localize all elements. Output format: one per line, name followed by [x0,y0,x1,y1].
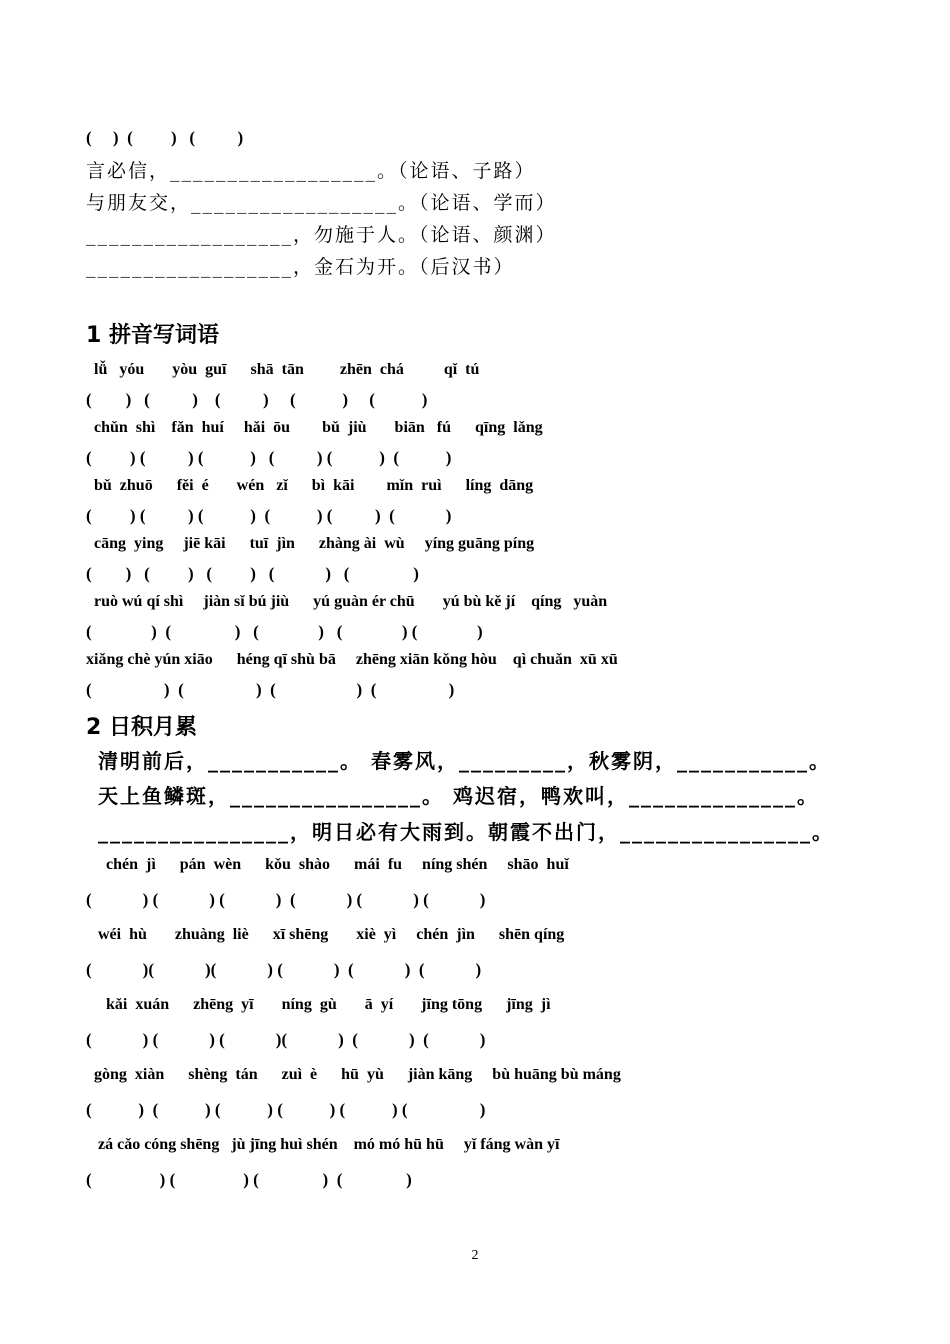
section2-title: 2 日积月累 [86,715,197,740]
quote-line-2: 与朋友交，__________________。（论语、学而） [86,192,557,214]
section1-title: 1 拼音写词语 [86,323,219,348]
answer-paren-row: ( ) ( ) ( ) ( ) ( ) ( ) [86,448,452,467]
pinyin-row: wéi hù zhuàng liè xī shēng xiè yì chén jìn shēn qíng [86,926,565,943]
answer-paren-row: ( ) ( ) ( )( ) ( ) ( ) [86,1030,486,1049]
answer-paren-row: ( ) ( ) ( ) ( ) [86,680,455,699]
proverb-line-2: 天上鱼鳞斑，________________。 鸡迟宿，鸭欢叫，______________。 [98,784,819,808]
quote-line-1: 言必信，__________________。（论语、子路） [86,160,536,182]
answer-paren-row: ( ) ( ) ( ) ( ) ( ) [86,622,483,641]
pinyin-row: xiǎng chè yún xiāo héng qī shù bā zhēng xiān kǒng hòu qì chuǎn xū xū [86,651,618,668]
proverb-line-3: ________________，明日必有大雨到。朝霞不出门，________________。 [98,820,834,844]
pinyin-row: chǔn shì fǎn huí hǎi ōu bǔ jiù biān fú qīng lǎng [86,419,543,436]
top-paren-row: ( ) ( ) ( ) [86,128,244,147]
answer-paren-row: ( ) ( ) ( ) ( ) ( ) ( ) [86,506,452,525]
answer-paren-row: ( ) ( ) ( ) ( ) ( ) [86,564,419,583]
answer-paren-row: ( ) ( ) ( ) ( ) ( ) ( ) [86,1100,486,1119]
pinyin-row: zá cǎo cóng shēng jù jīng huì shén mó mó hū hū yǐ fáng wàn yī [86,1136,560,1153]
pinyin-row: kǎi xuán zhēng yī níng gù ā yí jīng tōng jīng jì [86,996,551,1013]
pinyin-row: lǚ yóu yòu guī shā tān zhēn chá qǐ tú [86,361,480,378]
proverb-line-1: 清明前后，___________。 春雾风，_________，秋雾阴，___________。 [98,749,831,773]
answer-paren-row: ( ) ( ) ( ) ( ) [86,1170,412,1189]
pinyin-row: cāng ying jiē kāi tuī jìn zhàng ài wù yíng guāng píng [86,535,535,552]
answer-paren-row: ( ) ( ) ( ) ( ) ( ) ( ) [86,890,486,909]
answer-paren-row: ( ) ( ) ( ) ( ) ( ) [86,390,428,409]
answer-paren-row: ( )( )( ) ( ) ( ) ( ) [86,960,482,979]
page-number: 2 [471,1248,479,1263]
pinyin-row: ruò wú qí shì jiàn sǐ bú jiù yú guàn ér chū yú bù kě jí qíng yuàn [86,593,608,610]
pinyin-row: chén jì pán wèn kǒu shào mái fu níng shén shāo huǐ [86,856,569,873]
pinyin-row: bǔ zhuō fěi é wén zǐ bì kāi mǐn ruì líng dāng [86,477,534,494]
pinyin-row: gòng xiàn shèng tán zuì è hū yù jiàn kāng bù huāng bù máng [86,1066,621,1083]
quote-line-4: __________________，金石为开。（后汉书） [86,256,515,278]
quote-line-3: __________________，勿施于人。（论语、颜渊） [86,224,557,246]
